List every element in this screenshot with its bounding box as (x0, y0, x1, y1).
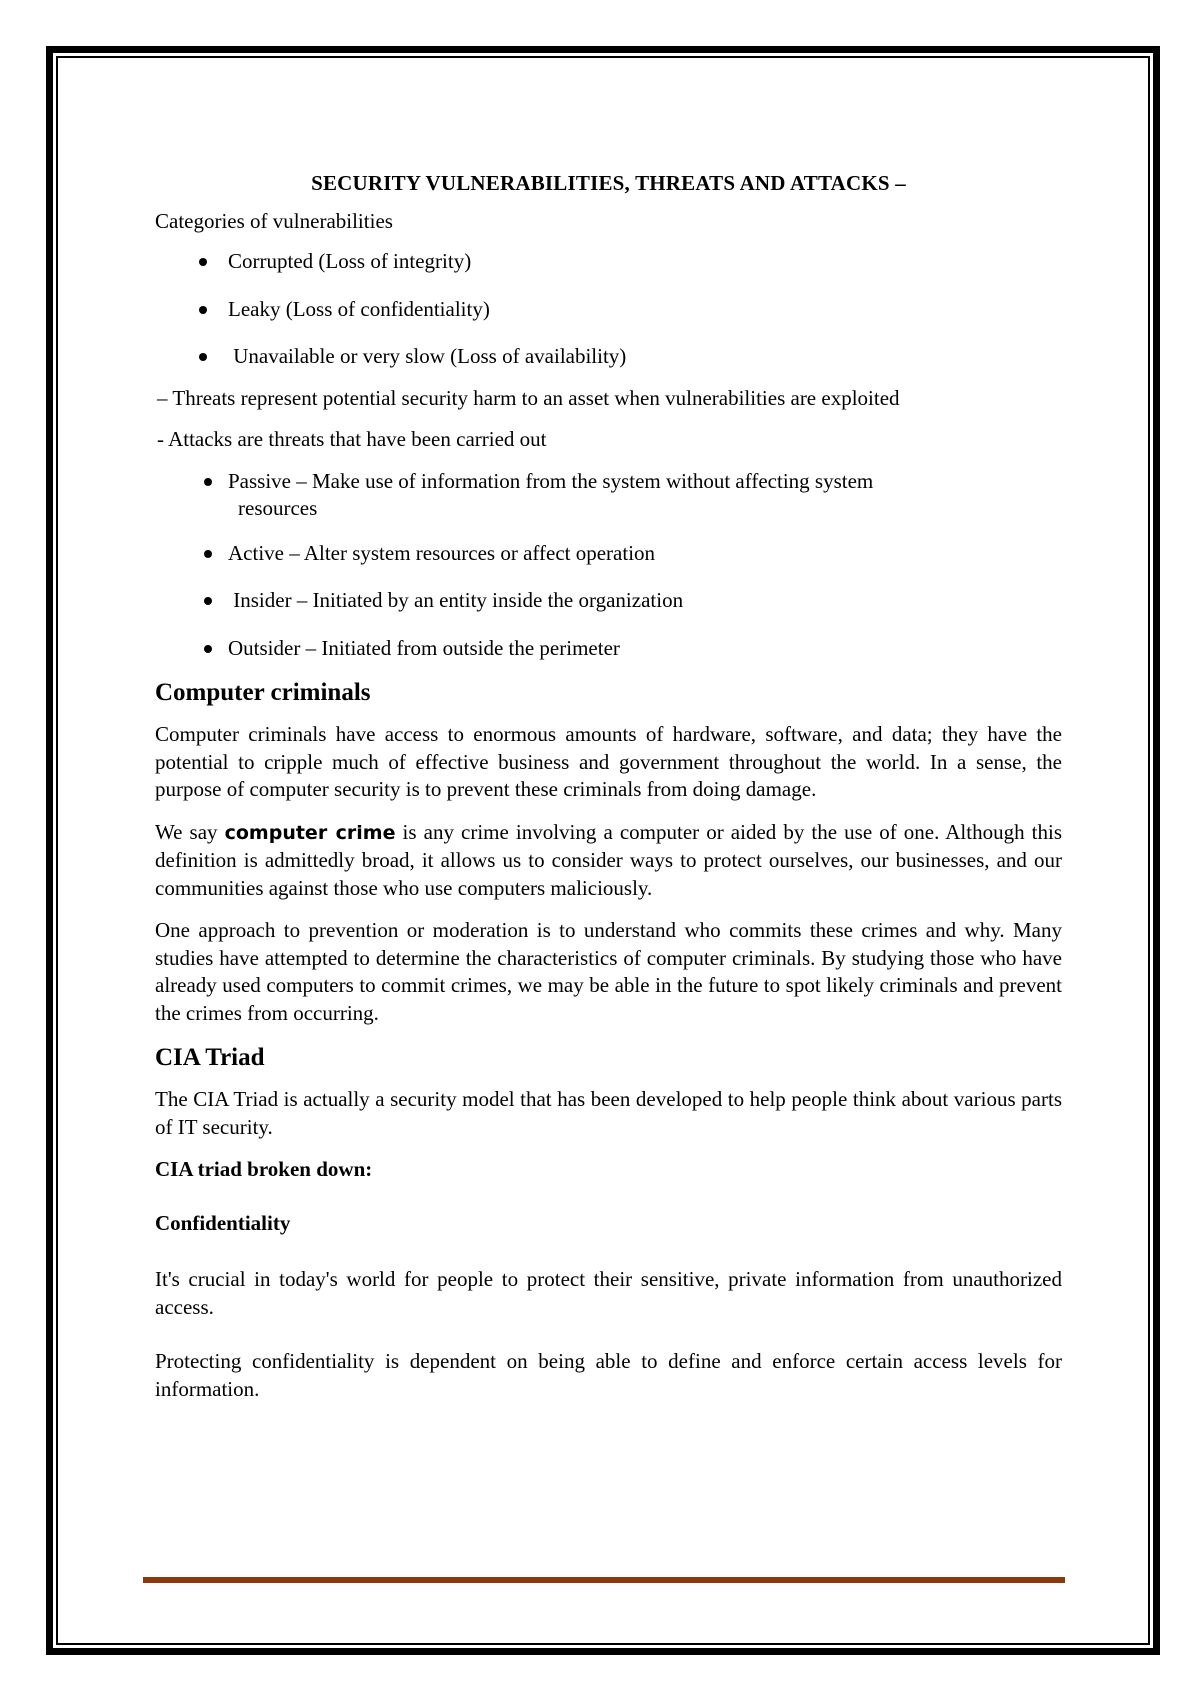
attack-list (155, 468, 1062, 663)
cia-triad-heading: CIA Triad (155, 1044, 265, 1071)
list-item (155, 587, 1062, 615)
para2-lead: We say (155, 819, 225, 844)
bullet-icon (199, 306, 207, 314)
list-item-text: Outsider – Initiated from outside the perimeter (228, 635, 620, 660)
criminals-paragraph-2 (155, 819, 1062, 903)
confidentiality-heading: Confidentiality (155, 1210, 291, 1235)
list-item (155, 343, 1062, 371)
list-item-text: Leaky (Loss of confidentiality) (228, 296, 490, 321)
bullet-icon (204, 550, 212, 558)
list-item-text: Unavailable or very slow (Loss of availability) (228, 344, 627, 368)
categories-intro: Categories of vulnerabilities (155, 208, 393, 233)
bullet-icon (204, 478, 212, 486)
cia-paragraph-1: The CIA Triad is actually a security model that has been developed to help people think about various parts of IT security. (155, 1087, 1062, 1139)
list-item (155, 248, 1062, 276)
list-item-text: Insider – Initiated by an entity inside the organization (228, 588, 684, 612)
computer-criminals-heading: Computer criminals (155, 679, 371, 706)
threats-line: – Threats represent potential security harm to an asset when vulnerabilities are exploited (157, 385, 900, 410)
list-item (155, 468, 1062, 523)
document-title: SECURITY VULNERABILITIES, THREATS AND ATTACKS – (311, 171, 906, 195)
bullet-icon (204, 645, 212, 653)
bullet-icon (199, 258, 207, 266)
list-item-text: Active – Alter system resources or affect operation (228, 540, 656, 565)
bullet-icon (204, 597, 212, 605)
para2-rest: is any crime involving a computer or aided by the use of one. Although this definition is admittedly broad, it allows us to consider ways to protect ourselves, our businesses, and our communities against those who use computers maliciously. (155, 819, 1063, 900)
criminals-paragraph-3: One approach to prevention or moderation is to understand who commits these crimes and why. Many studies have attempted to determine the characteristics of computer criminals. By studying those who have already used computers to commit crimes, we may be able in the future to spot likely criminals and prevent the crimes from occurring. (155, 918, 1062, 1025)
list-item-text-continued: resources (238, 496, 318, 520)
list-item (155, 296, 1062, 324)
confidentiality-paragraph-1: It's crucial in today's world for people to protect their sensitive, private information from unauthorized access. (155, 1267, 1062, 1319)
criminals-paragraph-1: Computer criminals have access to enormous amounts of hardware, software, and data; they have the potential to cripple much of effective business and government throughout the world. In a sense, the purpose of computer security is to prevent these criminals from doing damage. (155, 722, 1062, 801)
attacks-line: - Attacks are threats that have been carried out (157, 427, 547, 451)
computer-crime-term: computer crime (224, 821, 396, 844)
list-item (155, 635, 1062, 663)
bullet-icon (199, 353, 207, 361)
confidentiality-paragraph-2: Protecting confidentiality is dependent on being able to define and enforce certain access levels for information. (155, 1349, 1062, 1401)
cia-broken-down-heading: CIA triad broken down: (155, 1157, 373, 1181)
list-item-text: Corrupted (Loss of integrity) (228, 249, 472, 273)
list-item-text: Passive – Make use of information from the system without affecting system (228, 468, 874, 493)
vulnerability-list (155, 248, 1062, 371)
footer-rule (143, 1577, 1065, 1583)
document-body (155, 170, 1062, 1418)
list-item (155, 540, 1062, 568)
